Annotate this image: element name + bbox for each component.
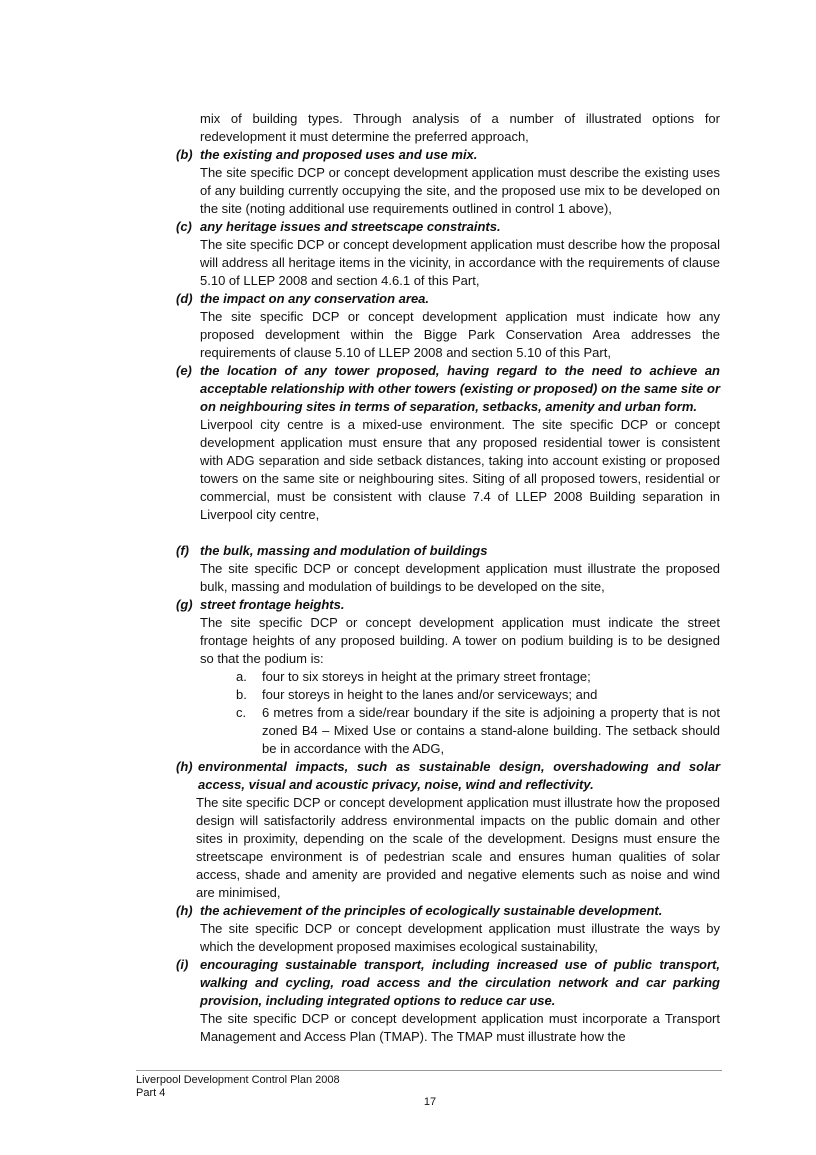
footer-divider [136,1070,722,1071]
footer-part: Part 4 [136,1087,166,1099]
page-number: 17 [423,1096,437,1108]
clause-h-environmental [176,758,720,902]
sub-item-label: c. [236,705,247,720]
clause-g [176,596,720,758]
sub-item-text: 6 metres from a side/rear boundary if the site is adjoining a property that is not zoned B4 – Mixed Use or contains a stand-alone building. The setback should be in accordance with the ADG, [262,705,720,756]
clause-label: (c) [176,219,192,234]
clause-heading: the location of any tower proposed, having regard to the need to achieve an acceptable relationship with other towers (existing or proposed) on the same site or on neighbouring sites in terms of separation, setbacks, amenity and urban form. [200,363,720,414]
clause-body: The site specific DCP or concept development application must describe the existing uses of any building currently occupying the site, and the proposed use mix to be developed on the site (noting additional use requirements outlined in control 1 above), [200,165,720,216]
clause-heading: the impact on any conservation area. [200,291,430,306]
clause-heading: the bulk, massing and modulation of buildings [200,543,488,558]
clause-body: The site specific DCP or concept development application must indicate how any proposed development within the Bigge Park Conservation Area addresses the requirements of clause 5.10 of LLEP 2008 and section 5.10 of this Part, [200,309,720,360]
clause-c [176,218,720,290]
clause-body: The site specific DCP or concept development application must indicate the street frontage heights of any proposed building. A tower on podium building is to be designed so that the podium is: [200,615,720,666]
clause-heading: street frontage heights. [200,597,345,612]
sub-item-text: four storeys in height to the lanes and/or serviceways; and [262,687,598,702]
clause-label: (h) [176,903,193,918]
clause-i [176,956,720,1046]
clause-body: Liverpool city centre is a mixed-use environment. The site specific DCP or concept development application must ensure that any proposed residential tower is consistent with ADG separation and side setback distances, taking into account existing or proposed towers on the same site or neighbouring sites. Siting of all proposed towers, residential or commercial, must be consistent with clause 7.4 of LLEP 2008 Building separation in Liverpool city centre, [200,417,720,522]
footer-document-title: Liverpool Development Control Plan 2008 [136,1074,340,1086]
clause-label: (b) [176,147,193,162]
sub-item-b [236,686,720,704]
sub-item-label: a. [236,669,247,684]
clause-heading: any heritage issues and streetscape constraints. [200,219,501,234]
clause-body: The site specific DCP or concept development application must illustrate how the proposed design will satisfactorily address environmental impacts on the public domain and other sites in proximity, depending on the scale of the development. Designs must ensure the streetscape environment is of pedestrian scale and ensures human qualities of solar access, shade and amenity are provided and negative elements such as noise and wind are minimised, [196,795,720,900]
clause-body: The site specific DCP or concept development application must illustrate the proposed bulk, massing and modulation of buildings to be developed on the site, [200,561,720,594]
clause-heading: the achievement of the principles of ecologically sustainable development. [200,903,663,918]
sub-item-label: b. [236,687,247,702]
clause-label: (g) [176,597,193,612]
sub-item-text: four to six storeys in height at the primary street frontage; [262,669,591,684]
clause-f [176,542,720,596]
intro-paragraph: mix of building types. Through analysis of a number of illustrated options for redevelopment it must determine the preferred approach, [200,111,720,144]
clause-label: (h) [176,759,193,774]
clause-label: (d) [176,291,193,306]
clause-body: The site specific DCP or concept development application must illustrate the ways by which the development proposed maximises ecological sustainability, [200,921,720,954]
sub-item-a [236,668,720,686]
clause-heading: encouraging sustainable transport, including increased use of public transport, walking and cycling, road access and the circulation network and car parking provision, including integrated options to reduce car use. [200,957,720,1008]
clause-d [176,290,720,362]
clause-heading: environmental impacts, such as sustainable design, overshadowing and solar access, visual and acoustic privacy, noise, wind and reflectivity. [198,759,720,792]
clause-body: The site specific DCP or concept development application must describe how the proposal will address all heritage items in the vicinity, in accordance with the requirements of clause 5.10 of LLEP 2008 and section 4.6.1 of this Part, [200,237,720,288]
clause-body: The site specific DCP or concept development application must incorporate a Transport Management and Access Plan (TMAP). The TMAP must illustrate how the [200,1011,720,1044]
clause-b [176,146,720,218]
clause-heading: the existing and proposed uses and use mix. [200,147,478,162]
clause-label: (f) [176,543,189,558]
clause-label: (i) [176,957,189,972]
sub-item-c [236,704,720,758]
clause-e [176,362,720,524]
clause-h-ecological [176,902,720,956]
clause-label: (e) [176,363,192,378]
